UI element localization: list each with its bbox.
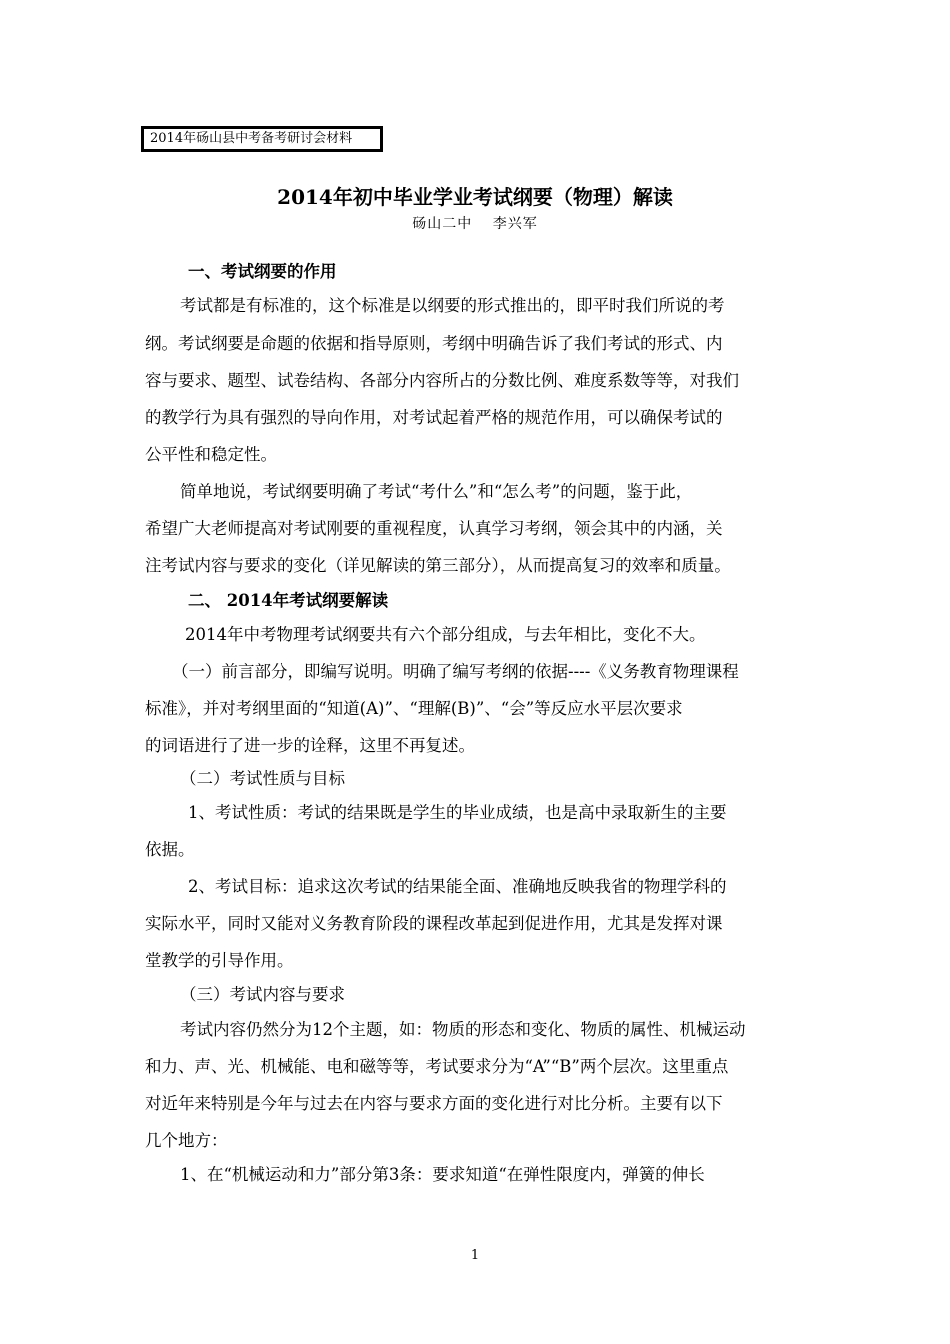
paragraph-line: 简单地说，考试纲要明确了考试“考什么”和“怎么考”的问题，鉴于此， — [180, 482, 693, 501]
header-box: 2014年砀山县中考备考研讨会材料 — [141, 126, 383, 152]
section-heading-2: 二、 2014年考试纲要解读 — [188, 591, 389, 610]
paragraph-line: 1、在“机械运动和力”部分第3条：要求知道“在弹性限度内，弹簧的伸长 — [180, 1165, 705, 1184]
paragraph-line: 几个地方： — [145, 1131, 228, 1150]
paragraph-line: 纲。考试纲要是命题的依据和指导原则，考纲中明确告诉了我们考试的形式、内 — [145, 334, 723, 353]
paragraph-line: 考试内容仍然分为12个主题，如：物质的形态和变化、物质的属性、机械运动 — [180, 1020, 746, 1039]
paragraph-line: 2014年中考物理考试纲要共有六个部分组成，与去年相比，变化不大。 — [185, 625, 706, 644]
paragraph-line: 的词语进行了进一步的诠释，这里不再复述。 — [145, 736, 475, 755]
paragraph-line: 和力、声、光、机械能、电和磁等等，考试要求分为“A”“B”两个层次。这里重点 — [145, 1057, 729, 1076]
paragraph-line: （一）前言部分，即编写说明。明确了编写考纲的依据----《义务教育物理课程 — [172, 662, 739, 681]
paragraph-line: 希望广大老师提高对考试刚要的重视程度，认真学习考纲，领会其中的内涵，关 — [145, 519, 723, 538]
paragraph-line: 注考试内容与要求的变化（详见解读的第三部分），从而提高复习的效率和质量。 — [145, 556, 731, 575]
paragraph-line: 考试都是有标准的，这个标准是以纲要的形式推出的，即平时我们所说的考 — [180, 296, 725, 315]
subsection-heading: （三）考试内容与要求 — [180, 985, 345, 1004]
paragraph-line: 1、考试性质：考试的结果既是学生的毕业成绩，也是高中录取新生的主要 — [188, 803, 727, 822]
paragraph-line: 标准》，并对考纲里面的“知道(A)”、“理解(B)”、“会”等反应水平层次要求 — [145, 699, 683, 718]
paragraph-line: 实际水平，同时又能对义务教育阶段的课程改革起到促进作用，尤其是发挥对课 — [145, 914, 723, 933]
paragraph-line: 容与要求、题型、试卷结构、各部分内容所占的分数比例、难度系数等等，对我们 — [145, 371, 739, 390]
document-title: 2014年初中毕业学业考试纲要（物理）解读 — [277, 185, 673, 209]
paragraph-line: 2、考试目标：追求这次考试的结果能全面、准确地反映我省的物理学科的 — [188, 877, 727, 896]
author-line: 砀山二中 李兴军 — [412, 216, 538, 232]
page-number: 1 — [470, 1248, 480, 1263]
paragraph-line: 对近年来特别是今年与过去在内容与要求方面的变化进行对比分析。主要有以下 — [145, 1094, 723, 1113]
paragraph-line: 依据。 — [145, 840, 195, 859]
paragraph-line: 公平性和稳定性。 — [145, 445, 277, 464]
paragraph-line: 堂教学的引导作用。 — [145, 951, 294, 970]
subsection-heading: （二）考试性质与目标 — [180, 769, 345, 788]
paragraph-line: 的教学行为具有强烈的导向作用，对考试起着严格的规范作用，可以确保考试的 — [145, 408, 723, 427]
section-heading-1: 一、考试纲要的作用 — [188, 262, 337, 281]
